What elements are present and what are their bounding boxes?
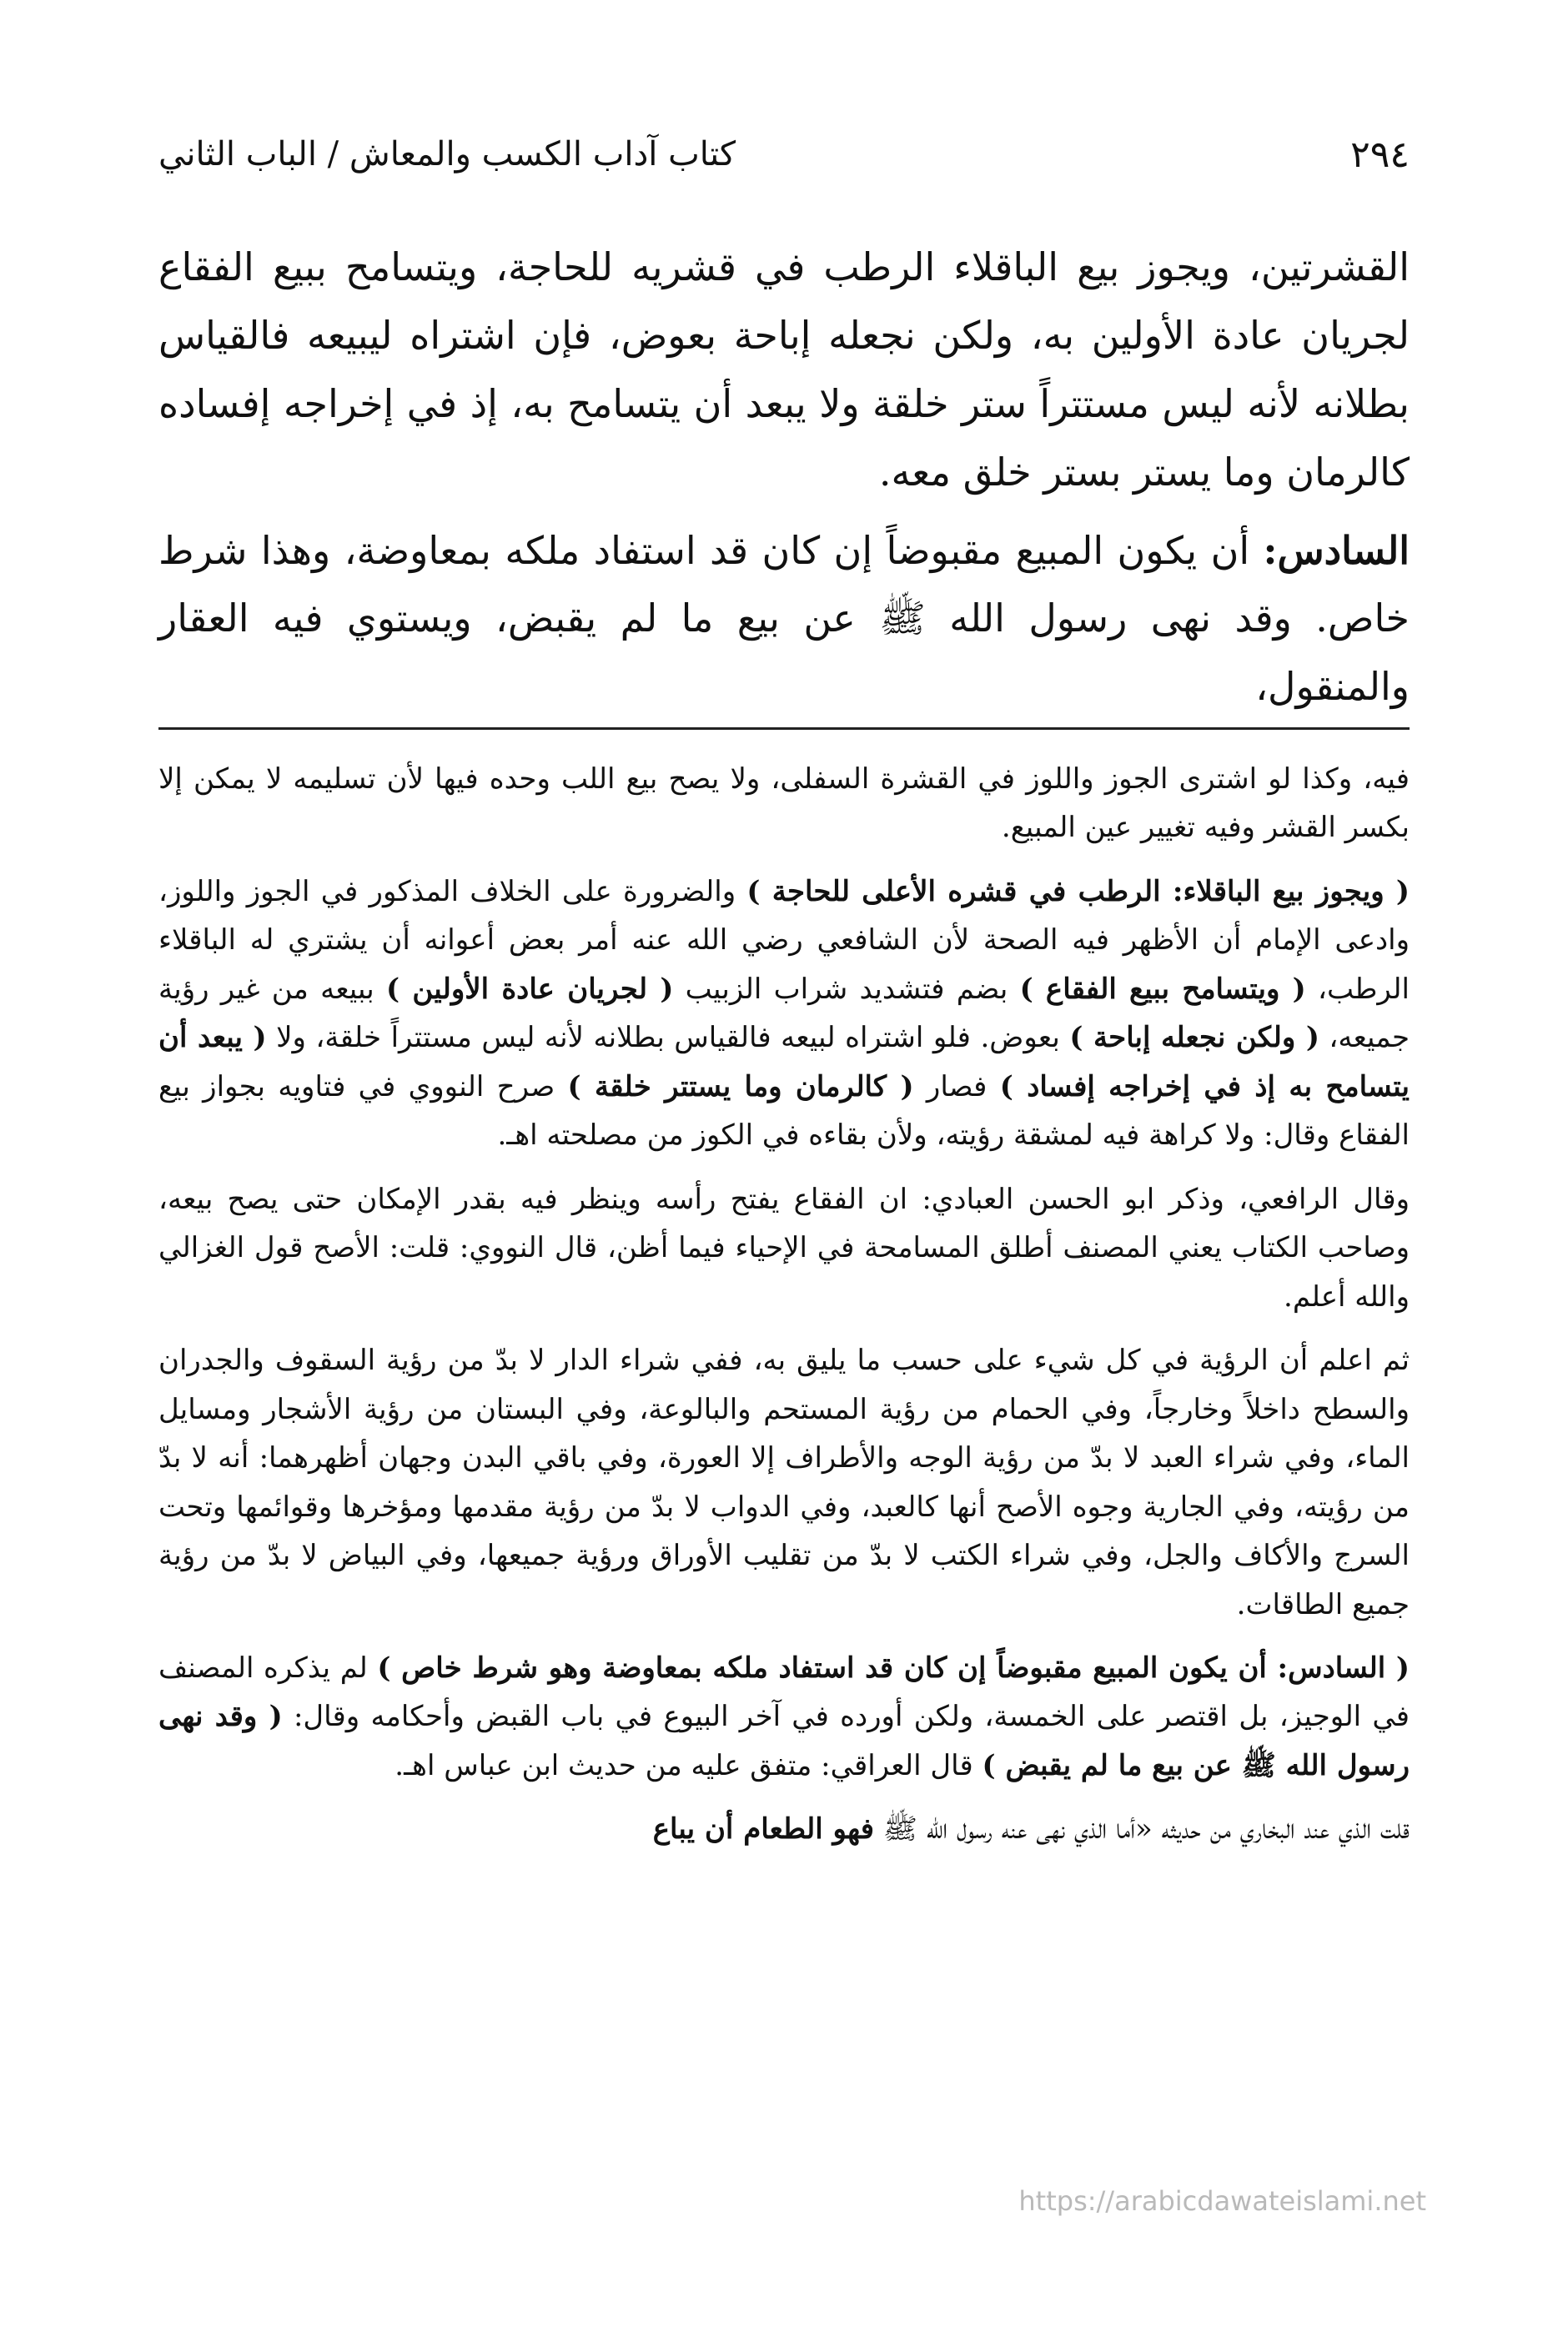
quoted-matn: ( لجريان عادة الأولين ) xyxy=(385,972,674,1006)
running-title: كتاب آداب الكسب والمعاش / الباب الثاني xyxy=(158,135,736,173)
commentary-text: لم يذكره المصنف في الوجيز، بل اقتصر على الخمسة، ولكن أورده في آخر البيوع في باب القبض وأحكامه وقال: xyxy=(158,1651,1410,1734)
quoted-matn: ( السادس: أن يكون المبيع مقبوضاً إن كان قد استفاد ملكه بمعاوضة وهو شرط خاص ) xyxy=(377,1651,1410,1685)
commentary-text: بضم فتشديد شراب الزبيب xyxy=(673,972,1020,1006)
commentary-text: فصار xyxy=(913,1069,1000,1103)
section-heading: السادس: xyxy=(1263,527,1410,573)
page-number: ٢٩٤ xyxy=(1350,133,1410,176)
quoted-matn: ( ويجوز بيع الباقلاء: الرطب في قشره الأعلى للحاجة ) xyxy=(746,874,1410,908)
watermark-url: https://arabicdawateislami.net xyxy=(1018,2185,1426,2217)
main-paragraph-text: أن يكون المبيع مقبوضاً إن كان قد استفاد ملكه بمعاوضة، وهذا شرط خاص. وقد نهى رسول الله ﷺ عن بيع ما لم يقبض، ويستوي فيه العقار والمنقول، xyxy=(158,527,1410,710)
commentary xyxy=(158,755,1410,1869)
commentary-text: قلت الذي عند البخاري من حديثه «أما الذي نهى عنه رسول الله ﷺ xyxy=(874,1812,1410,1847)
commentary-paragraph: ثم اعلم أن الرؤية في كل شيء على حسب ما يليق به، ففي شراء الدار لا بدّ من رؤية السقوف والجدران والسطح داخلاً وخارجاً، وفي الحمام من رؤية المستحم والبالوعة، وفي البستان من رؤية الأشجار ومسايل الماء، وفي شراء العبد لا بدّ من رؤية الوجه والأطراف إلا العورة، وفي باقي البدن وجهان أظهرهما: أنه لا بدّ من رؤيته، وفي الجارية وجوه الأصح أنها كالعبد، وفي الدواب لا بدّ من رؤية مقدمها ومؤخرها وقوائمها وتحت السرج والأكاف والجل، وفي شراء الكتب لا بدّ من تقليب الأوراق ورؤية جميعها، وفي البياض لا بدّ من رؤية جميع الطاقات. xyxy=(158,1344,1410,1621)
commentary-paragraph xyxy=(158,1805,1410,1853)
commentary-text: ببيعه من غير رؤية جميعه، xyxy=(158,972,1410,1055)
main-text xyxy=(158,234,1410,731)
commentary-text: والضرورة على الخلاف المذكور في الجوز واللوز، وادعى الإمام أن الأظهر فيه الصحة لأن الشافعي رضي الله عنه أمر بعض أعوانه أن يشتري له الباقلاء الرطب، xyxy=(158,874,1410,1006)
commentary-paragraph xyxy=(158,1644,1410,1790)
quoted-matn: ( ولكن نجعله إباحة ) xyxy=(1069,1021,1319,1055)
quoted-matn: ( وقد نهى رسول الله ﷺ عن بيع ما لم يقبض ) xyxy=(158,1700,1410,1782)
commentary-paragraph: وقال الرافعي، وذكر ابو الحسن العبادي: ان الفقاع يفتح رأسه وينظر فيه بقدر الإمكان حتى يصح بيعه، وصاحب الكتاب يعني المصنف أطلق المسامحة في الإحياء فيما أظن، قال النووي: قلت: الأصح قول الغزالي والله أعلم. xyxy=(158,1182,1410,1314)
commentary-text: قال العراقي: متفق عليه من حديث ابن عباس اهـ. xyxy=(395,1748,983,1782)
commentary-paragraph xyxy=(158,867,1410,1160)
commentary-paragraph: فيه، وكذا لو اشترى الجوز واللوز في القشرة السفلى، ولا يصح بيع اللب وحده فيها لأن تسليمه لا يمكن إلا بكسر القشر وفيه تغيير عين المبيع. xyxy=(158,762,1410,845)
footnote-divider xyxy=(158,727,1410,730)
main-paragraph xyxy=(158,517,1410,722)
quoted-matn: فهو الطعام أن يباع xyxy=(652,1812,875,1847)
commentary-text: بعوض. فلو اشتراه لبيعه فالقياس بطلانه لأنه ليس مستتراً خلقة، ولا xyxy=(266,1021,1070,1055)
page-header xyxy=(158,125,1410,183)
quoted-matn: ( يبعد أن يتسامح به إذ في إخراجه إفساد ) xyxy=(158,1021,1410,1103)
quoted-matn: ( كالرمان وما يستتر خلقة ) xyxy=(567,1069,914,1103)
commentary-text: صرح النووي في فتاويه بجواز بيع الفقاع وقال: ولا كراهة فيه لمشقة رؤيته، ولأن بقاءه في الكوز من مصلحته اهـ. xyxy=(158,1069,1410,1153)
main-paragraph: القشرتين، ويجوز بيع الباقلاء الرطب في قشريه للحاجة، ويتسامح ببيع الفقاع لجريان عادة الأولين به، ولكن نجعله إباحة بعوض، فإن اشتراه ليبيعه فالقياس بطلانه لأنه ليس مستتراً ستر خلقة ولا يبعد أن يتسامح به، إذ في إخراجه إفساده كالرمان وما يستر بستر خلق معه. xyxy=(158,244,1410,495)
quoted-matn: ( ويتسامح ببيع الفقاع ) xyxy=(1019,972,1306,1006)
